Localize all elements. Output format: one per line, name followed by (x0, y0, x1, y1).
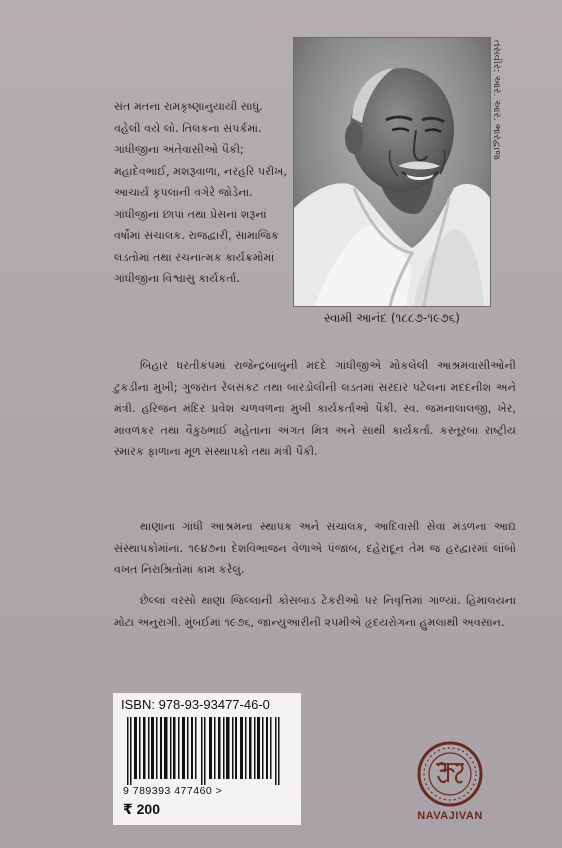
price-value: 200 (136, 801, 160, 817)
barcode-bars (125, 717, 289, 785)
isbn-label: ISBN: 978-93-93477-46-0 (121, 697, 270, 712)
publisher-name: NAVAJIVAN (417, 810, 483, 822)
biography-paragraph-2-text: બિહાર ધરતીકંપમાં રાજેન્દ્રબાબુની મદદે ગાંધીજીએ મોકલેલી આશ્રમવાસીઓની ટુકડીના મુખી; ગુજરાત રેલસંકટ તથા બારડોલીની લડતમાં સરદાર પટેલના મદદનીશ અને મંત્રી. હરિજન મંદિર પ્રવેશ ચળવળના મુખી કાર્યકર્તાઓ પૈકી. સ્વ. જમનાલાલજી, ખેર, માવળંકર તથા વૈકુંઠભાઈ મહેતાના અંગત મિત્ર અને સાથી કાર્યકર્તા. કસ્તૂરબા રાષ્ટ્રીય સ્મારક ફાળાના મૂળ સંસ્થાપકો તથા મંત્રી પૈકી. (114, 359, 516, 458)
photo-credit: તસવીર: આર. આર. ભારદ્વાજ (491, 40, 502, 160)
biography-paragraph-1 (114, 96, 290, 290)
author-photo (294, 38, 490, 306)
photo-caption: સ્વામી આનંદ (૧૮૮૭-૧૯૭૬) (324, 311, 460, 325)
biography-paragraph-4-text: છેલ્લાં વરસો થાણા જિલ્લાની કોસબાડ ટેકરીઓ પર નિવૃત્તિમાં ગાળ્યાં. હિમાલયના મોટા અનુરાગી. મુંબઈમાં ૧૯૭૬, જાન્યુઆરીની ૨૫મીએ હૃદયરોગના હુમલાથી અવસાન. (114, 594, 516, 629)
biography-paragraph-1-text: સંત મતના રામકૃષ્ણાનુયાયી સાધુ. વહેલી વયે લો. તિલકના સંપર્કમાં. ગાંધીજીના અંતેવાસીઓ પૈકી; મહાદેવભાઈ, મશરૂવાળા, નરહરિ પરીખ, આચાર્ય કૃપલાની વગેરે જોડેના. ગાંધીજીનાં છાપાં તથા પ્રેસનાં શરૂનાં વર્ષોમાં સંચાલક. રાજદ્વારી, સામાજિક લડતોમાં તથા રચનાત્મક કાર્યક્રમોમાં ગાંધીજીના (114, 100, 287, 285)
price (123, 801, 160, 818)
biography-paragraph-1-end: વિશ્વાસુ કાર્યકર્તા. (162, 272, 240, 285)
biography-paragraph-4 (114, 590, 516, 633)
author-portrait-illustration (294, 38, 490, 306)
navajivan-logo-icon (416, 740, 484, 808)
biography-paragraph-3-text: થાણાના ગાંધી આશ્રમના સ્થાપક અને સંચાલક, આદિવાસી સેવા મંડળના આદ્ય સંસ્થાપકોમાંના. ૧૯૪૭ના દેશવિભાજન વેળાએ પંજાબ, દહેરાદૂન તેમ જ હરદ્વારમાં લાંબો વખત નિરાશ્રિતોમાં કામ કરેલું. (114, 520, 516, 576)
biography-paragraph-2 (114, 355, 516, 463)
price-currency-symbol: ₹ (123, 802, 133, 818)
barcode-digits: 9 789393 477460 > (123, 785, 223, 797)
biography-paragraph-3 (114, 516, 516, 581)
barcode-panel (113, 693, 301, 825)
